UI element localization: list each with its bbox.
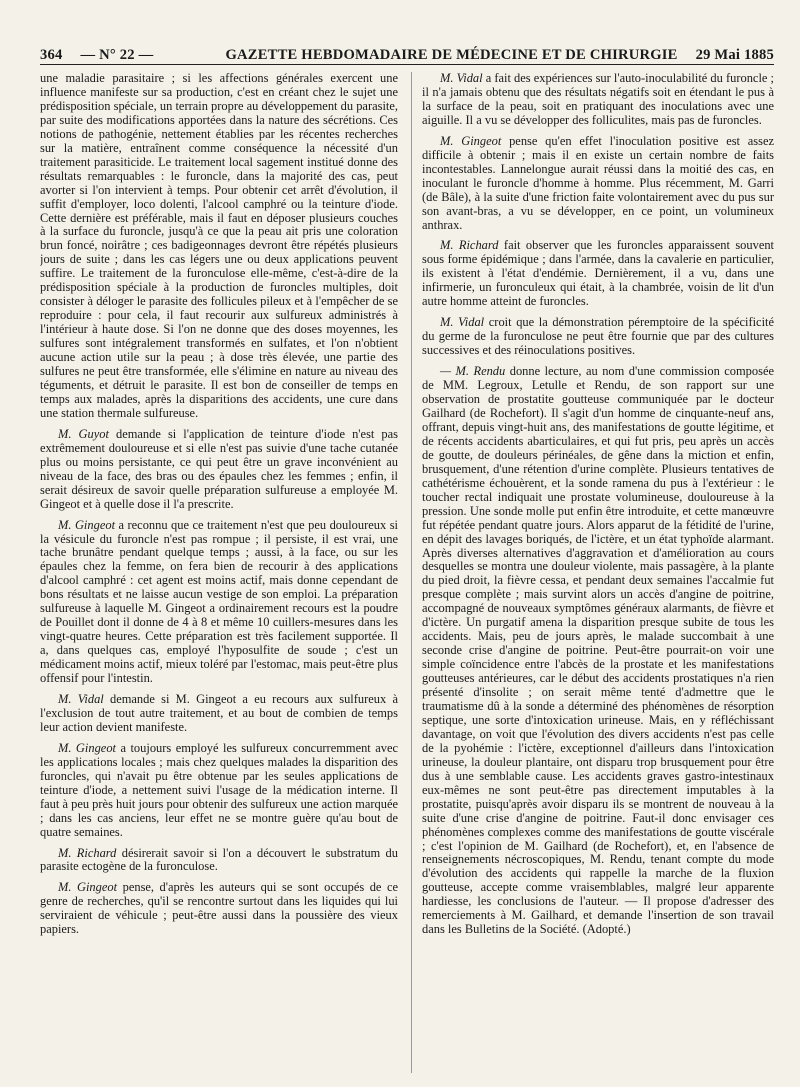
paragraph — [422, 135, 774, 233]
speaker: M. Vidal — [58, 691, 104, 706]
paragraph-text: demande si l'application de teinture d'iode n'est pas extrêmement douloureuse et si elle n'est pas suivie d'une tache cutanée plus ou moins persistante, ce qui peut être un grave inconvénient au niveau de la face, des bras ou des épaules chez les femmes ; enfin, il serait désireux de savoir quelle préparation sulfureuse a employée M. Gingeot et à quelle dose il l'a prescrite. — [40, 426, 398, 511]
right-column — [411, 72, 774, 1073]
paragraph — [40, 72, 398, 421]
speaker: M. Gingeot — [58, 880, 118, 895]
paragraph-text: pense qu'en effet l'inoculation positive est assez difficile à obtenir ; mais il en existe un certain nombre de faits incontestables. Lannelongue aurait réussi dans la moitié des cas, en inoculant le furoncle d'homme à homme. Plus récemment, M. Garri (de Bâle), à la suite d'une friction faite volontairement avec du pus sur son avant-bras, a vu se développer, en ce point, un volumineux anthrax. — [422, 133, 774, 232]
running-header — [40, 38, 774, 65]
speaker: M. Guyot — [58, 426, 109, 441]
speaker: M. Gingeot — [58, 517, 116, 532]
speaker: M. Vidal — [440, 72, 483, 85]
paragraph — [40, 693, 398, 735]
paragraph — [40, 742, 398, 840]
text-columns — [40, 72, 774, 1073]
speaker: M. Gingeot — [440, 133, 502, 148]
paragraph-text: demande si M. Gingeot a eu recours aux sulfureux à l'exclusion de tout autre traitement, et au bout de combien de temps leur action devient manifeste. — [40, 691, 398, 734]
paragraph-text: fait observer que les furoncles apparaissent souvent sous forme épidémique ; dans l'armée, dans la cavalerie en particulier, ils existent à l'état d'endémie. Dernièrement, il a vu, dans une infirmerie, un furonculeux qui était, à la chambrée, voisin de lit d'un autre homme atteint de furoncles. — [422, 238, 774, 309]
left-column — [40, 72, 398, 1073]
speaker: M. Gingeot — [58, 740, 117, 755]
paragraph — [40, 881, 398, 937]
paragraph — [422, 72, 774, 128]
page-number: 364 — [40, 47, 63, 63]
paragraph-text: croit que la démonstration péremptoire de la spécificité du germe de la furonculose ne peut être fournie que par des cultures successives et des réinoculations positives. — [422, 315, 774, 358]
paragraph-text: a reconnu que ce traitement n'est que peu douloureux si la vésicule du furoncle n'est pas rompue ; il persiste, il est vrai, une tache brunâtre pendant quelque temps ; aussi, à la face, ou sur les épaules chez la femme, on fera bien de recourir à des applications d'alcool camphré : cet agent est moins actif, mais donne cependant de bons résultats et ne laisse aucun vestige de son emploi. La préparation sulfureuse à laquelle M. Gingeot a ordinairement recours est la poudre de Pouillet dont il donne de 4 à 8 et même 10 cuillers-mesures dans les vingt-quatre heures. Cette préparation est très facilement supportée. Il a, dans quelques cas, employé l'hyposulfite de soude ; c'est un médicament moins actif, mieux toléré par l'estomac, mais peut-être plus offensif pour l'intestin. — [40, 517, 398, 686]
paragraph-text: a toujours employé les sulfureux concurremment avec les applications locales ; mais chez quelques malades la disparition des furoncles, qui n'avait pu être obtenue par les seules applications de teinture d'iode, a nettement suivi l'usage de la médication interne. Il faut à peu près huit jours pour obtenir des sulfureux une action marquée ; dans les cas anciens, leur effet ne se montre guère qu'au bout de quatre semaines. — [40, 740, 398, 839]
paragraph — [422, 239, 774, 309]
issue-date: 29 Mai 1885 — [695, 47, 774, 63]
speaker: M. Richard — [58, 845, 117, 860]
journal-title: GAZETTE HEBDOMADAIRE DE MÉDECINE ET DE CHIRURGIE — [225, 47, 678, 63]
paragraph-text: pense, d'après les auteurs qui se sont occupés de ce genre de recherches, qu'il se rencontre surtout dans les liquides qui lui serviraient de véhicule ; peut-être aussi dans la poussière des vieux papiers. — [40, 880, 398, 937]
paragraph — [40, 847, 398, 875]
paragraph-text: donne lecture, au nom d'une commission composée de MM. Legroux, Letulle et Rendu, de son rapport sur une observation de prostatite goutteuse communiquée par le docteur Gailhard (de Rochefort). Il s'agit d'un homme de cinquante-neuf ans, offrant, depuis vingt-huit ans, des manifestations de goutte légitime, et de récents accidents abarticulaires, et qui fut pris, peu après un accès de goutte, de douleurs périnéales, de gêne dans la miction et enfin, brusquement, d'une rétention d'urine complète. Plusieurs tentatives de cathétérisme échouèrent, et la sonde ramena du pus à l'extérieur : le toucher rectal indiquait une prostate volumineuse, douloureuse à la pression. Une sonde molle put enfin être introduite, et cette manœuvre fut répétée pendant quatre jours. Alors apparut de la fétidité de l'urine, en dépit des lavages boriqués, de l'ictère, et un état typhoïde alarmant. Après diverses alternatives d'aggravation et d'amélioration au cours desquelles se montra une douleur violente, mais passagère, à la plante du pied droit, la fièvre cessa, et pendant deux semaines l'accalmie fut presque complète ; mais survint alors un accès d'angine de poitrine, accompagné de nouveaux symptômes généraux alarmants, de fièvre et d'ictère. Un purgatif amena la disparition presque subite de tous les accidents. Mais, peu de jours après, le malade succombait à une seconde crise d'angine de poitrine. Peut-être pourrait-on voir une simple coïncidence entre l'abcès de la prostate et les manifestations goutteuses antérieures, car le début des accidents prostatiques n'a rien présenté d'insolite ; on serait même tenté d'admettre que le traumatisme dû à la sonde a déterminé des phénomènes de résorption septique, une sorte d'intoxication urineuse. Mais, en y réfléchissant davantage, on voit que l'évolution des divers accidents n'est pas celle de la pyohémie : l'ictère, exceptionnel d'ailleurs dans l'intoxication urineuse, la douleur plantaire, ont disparu trop brusquement pour être dus à une semblable cause. Les accidents graves gastro-intestinaux eux-mêmes ne sont peut-être pas directement imputables à la prostatite, puisqu'après avoir disparu ils se montrent de nouveau à la suite d'une crise d'angine de poitrine. Faut-il donc envisager ces phénomènes complexes comme des manifestations de goutte viscérale ; c'est l'opinion de M. Gailhard (de Rochefort), et, en l'absence de renseignements nécroscopiques, M. Rendu, tenant compte du mode d'évolution des accidents qui rappelle la marche de la fluxion goutteuse, accepte comme vraisemblables, malgré leur apparente hardiesse, les conclusions de l'auteur. — Il propose d'adresser des remerciements à M. Gailhard, et demande l'insertion de son travail dans les Bulletins de la Société. (Adopté.) — [422, 364, 774, 937]
paragraph-text: a fait des expériences sur l'auto-inoculabilité du furoncle ; il n'a jamais obtenu que des résultats négatifs soit en étendant le pus à la surface de la peau, soit en pratiquant des inoculations avec une aiguille. Il a vu se développer des folliculites, mais pas de furoncles. — [422, 72, 774, 127]
issue-number: — N° 22 — — [80, 47, 154, 63]
speaker: M. Richard — [440, 238, 499, 253]
paragraph — [422, 365, 774, 937]
paragraph — [40, 428, 398, 512]
paragraph — [422, 316, 774, 358]
speaker: M. Vidal — [440, 315, 485, 330]
speaker: — M. Rendu — [440, 364, 506, 379]
paragraph-text: une maladie parasitaire ; si les affections générales exercent une influence manifeste sur sa production, c'est en créant chez le sujet une prédisposition spéciale, un terrain propre au développement du parasite, par suite des modifications apportées dans la nature des sécrétions. Ces notions de pathogénie, nettement établies par les récentes recherches sur la matière, entraînent comme conséquence la nécessité d'un traitement parasiticide. Le traitement local sagement institué donne des résultats remarquables : le furoncle, dans la majorité des cas, peut avorter si l'on intervient à temps. Pour obtenir cet arrêt d'évolution, il suffit d'employer, loco dolenti, l'alcool camphré ou la teinture d'iode. Cette dernière est préférable, mais il faut en déposer plusieurs couches à la surface du furoncle, jusqu'à ce que la peau ait pris une coloration brun foncé, noirâtre ; ces badigeonnages devront être répétés plusieurs jours de suite ; dans les cas légers une ou deux applications peuvent suffire. Le traitement de la furonculose elle-même, c'est-à-dire de la prédisposition spéciale à la production de furoncles multiples, doit consister à déloger le parasite des follicules pileux et à l'empêcher de se reproduire : pour cela, il faut recourir aux sulfureux administrés à l'intérieur à haute dose. Si l'on ne donne que des doses moyennes, les sulfures sont intégralement transformés en sulfates, et l'on n'obtient aucune action utile sur la peau ; à dose très élevée, une partie des sulfures ne peut être transformée, elle s'élimine en nature au niveau des téguments, et détruit le parasite. Il est bon de conseiller de temps en temps aux malades, après la disparitions des accidents, une cure dans une station thermale sulfureuse. — [40, 72, 398, 420]
paragraph-text: désirerait savoir si l'on a découvert le substratum du parasite ectogène de la furonculose. — [40, 845, 398, 874]
paragraph — [40, 519, 398, 686]
